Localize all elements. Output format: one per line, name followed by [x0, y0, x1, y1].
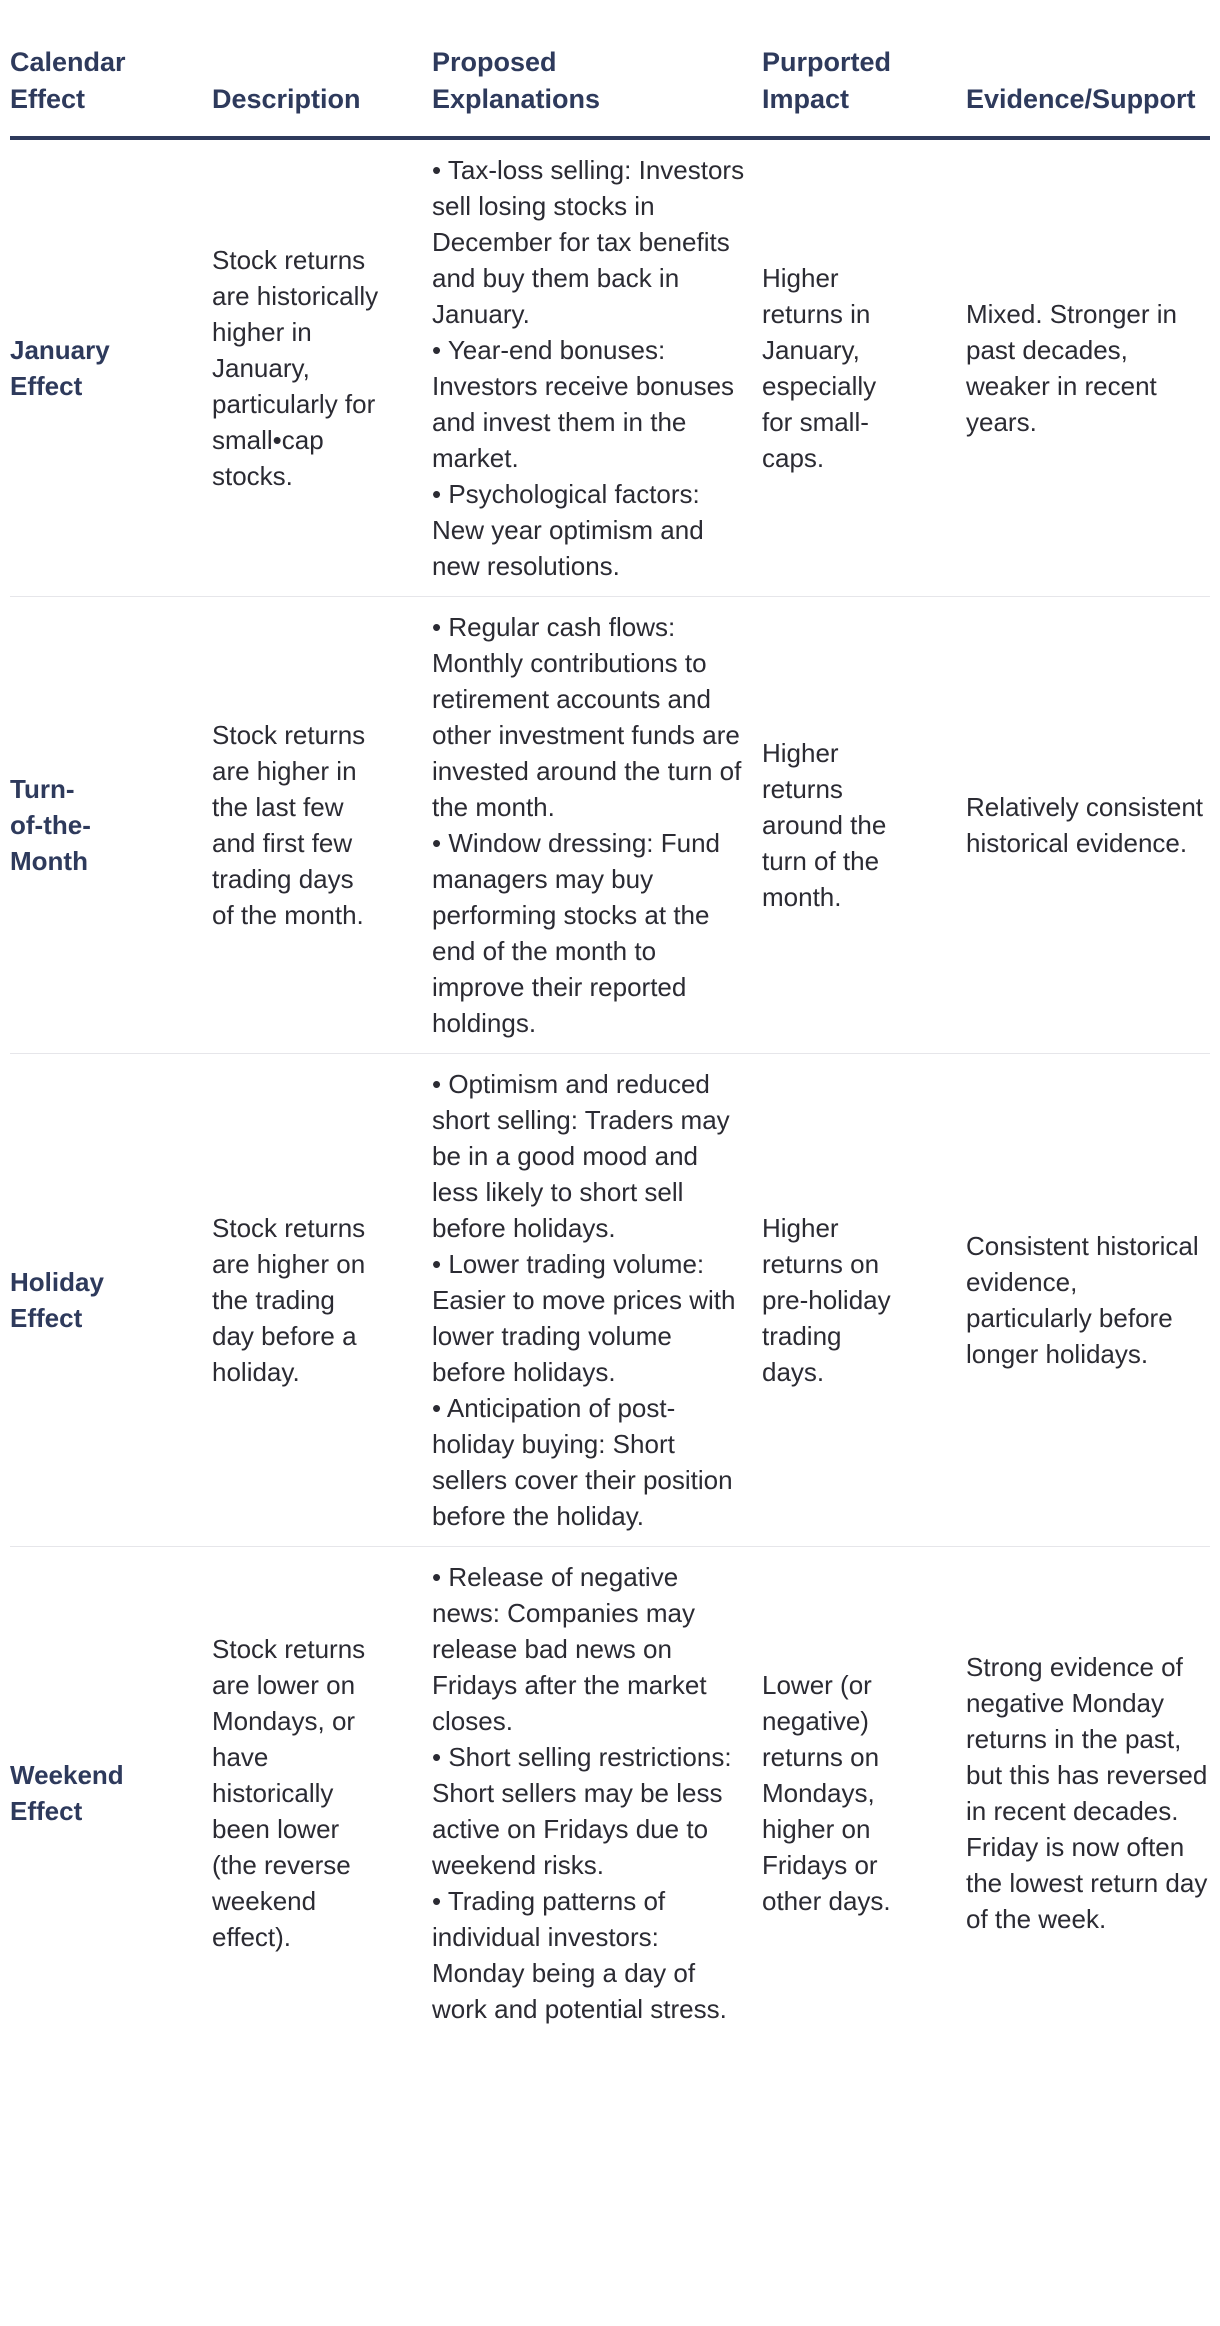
explanation-item: • Tax-loss selling: Investors sell losing stocks in December for tax benefits and buy them back in January. [432, 155, 745, 329]
effect-description: Stock returns are lower on Mondays, or have historically been lower (the reverse weekend effect). [212, 1634, 366, 1952]
effect-name: Weekend Effect [10, 1760, 124, 1826]
explanation-item: • Trading patterns of individual investors: Monday being a day of work and potential stress. [432, 1886, 727, 2024]
table-header [10, 44, 1210, 138]
effect-explanations [432, 1547, 762, 2040]
header-proposed-explanations: Proposed Explanations [432, 44, 762, 138]
effect-description: Stock returns are historically higher in January, particularly for small•cap stocks. [212, 138, 432, 597]
table-row [10, 138, 1210, 597]
effect-evidence: Strong evidence of negative Monday returns in the past, but this has reversed in recent decades. Friday is now often the lowest return day of the week. [966, 1652, 1208, 1934]
header-description: Description [212, 44, 432, 138]
calendar-effects-table-container [10, 44, 1210, 2039]
table-row [10, 597, 1210, 1054]
header-evidence-support: Evidence/Support [966, 44, 1210, 138]
effect-explanations [432, 597, 762, 1054]
effect-description: Stock returns are higher in the last few and first few trading days of the month. [212, 597, 432, 1054]
effect-explanations [432, 1054, 762, 1547]
effect-impact: Lower (or negative) returns on Mondays, higher on Fridays or other days. [762, 1670, 891, 1916]
effect-impact: Higher returns in January, especially for small-caps. [762, 138, 966, 597]
explanation-item: • Psychological factors: New year optimism and new resolutions. [432, 479, 704, 581]
effect-evidence: Consistent historical evidence, particularly before longer holidays. [966, 1054, 1210, 1547]
header-calendar-effect: Calendar Effect [10, 44, 212, 138]
explanation-item: • Anticipation of post-holiday buying: Short sellers cover their position before the holiday. [432, 1393, 733, 1531]
effect-impact: Higher returns around the turn of the month. [762, 597, 966, 1054]
explanation-item: • Optimism and reduced short selling: Traders may be in a good mood and less likely to short sell before holidays. [432, 1069, 730, 1243]
table-row [10, 1547, 1210, 2040]
effect-evidence: Relatively consistent historical evidence. [966, 597, 1210, 1054]
table-body [10, 138, 1210, 2039]
header-purported-impact: Purported Impact [762, 44, 966, 138]
explanation-item: • Lower trading volume: Easier to move prices with lower trading volume before holidays. [432, 1249, 736, 1387]
explanation-item: • Release of negative news: Companies may release bad news on Fridays after the market closes. [432, 1562, 707, 1736]
calendar-effects-table [10, 44, 1210, 2039]
effect-explanations [432, 138, 762, 597]
effect-name: Holiday Effect [10, 1054, 212, 1547]
explanation-item: • Short selling restrictions: Short sellers may be less active on Fridays due to weekend risks. [432, 1742, 732, 1880]
explanation-item: • Regular cash flows: Monthly contributions to retirement accounts and other investment funds are invested around the turn of the month. [432, 612, 742, 822]
effect-evidence: Mixed. Stronger in past decades, weaker in recent years. [966, 138, 1210, 597]
explanation-item: • Year-end bonuses: Investors receive bonuses and invest them in the market. [432, 335, 735, 473]
effect-name: Turn-of-the-Month [10, 597, 212, 1054]
effect-impact: Higher returns on pre-holiday trading days. [762, 1054, 966, 1547]
effect-name: January Effect [10, 138, 212, 597]
explanation-item: • Window dressing: Fund managers may buy performing stocks at the end of the month to improve their reported holdings. [432, 828, 721, 1038]
header-row [10, 44, 1210, 138]
table-row [10, 1054, 1210, 1547]
effect-description: Stock returns are higher on the trading day before a holiday. [212, 1054, 432, 1547]
